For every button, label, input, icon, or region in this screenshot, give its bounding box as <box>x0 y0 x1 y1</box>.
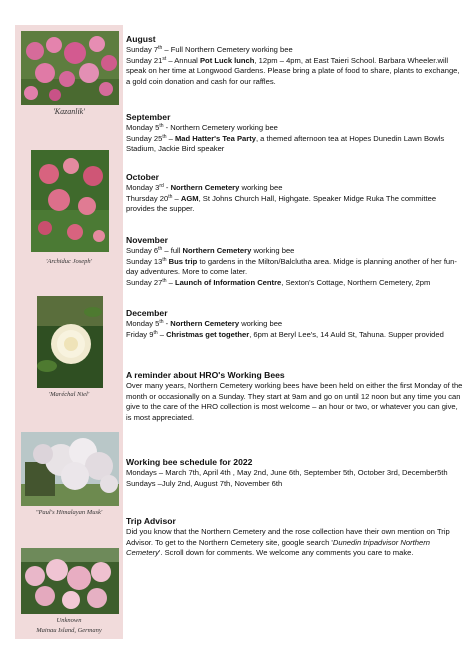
event-line: Sunday 13th Bus trip to gardens in the Milton/Balclutha area. Midge is planning another of her fun-day adventures. More to come later. <box>126 256 457 277</box>
reminder-text: Over many years, Northern Cemetery working bees have been held on either the first Monday of the month or occasionally on a Sunday. They start at 9am and go on until 12 noon but any time you can give to the care of the HRO collection is most welcome – an hour or two, or whatever you can give, is most appreciated. <box>126 381 463 423</box>
section-reminder <box>126 369 464 424</box>
schedule-mondays: Mondays – March 7th, April 4th , May 2nd, June 6th, September 5th, October 3rd, December5th <box>126 468 448 477</box>
heading-august: August <box>126 34 156 44</box>
caption-archiduc-joseph: 'Archiduc Joseph' <box>45 258 93 265</box>
section-september <box>126 111 464 155</box>
event-line: Thursday 20th – AGM, St Johns Church Hall, Highgate. Speaker Midge Ruka The committee provides the supper. <box>126 193 437 214</box>
event-line: Monday 3rd - Northern Cemetery working bee <box>126 183 283 192</box>
rose-photo-kazanlik <box>21 31 119 105</box>
rose-photo-pauls-himalayan-musk <box>21 432 119 506</box>
event-line: Sunday 25th – Mad Hatter's Tea Party, a themed afternoon tea at Hopes Dunedin Lawn Bowls Stadium, Jackie Bird speaker <box>126 133 445 154</box>
event-line: Monday 5th - Northern Cemetery working bee <box>126 123 278 132</box>
heading-november: November <box>126 235 169 245</box>
event-line: Sunday 27th – Launch of Information Centre, Sexton's Cottage, Northern Cemetery, 2pm <box>126 278 431 288</box>
caption-marechal-niel: 'Maréchal Niel' <box>48 391 90 398</box>
event-line: Friday 9th – Christmas get together, 6pm at Beryl Lee's, 14 Auld St, Tahuna. Supper provided <box>126 329 444 339</box>
caption-unknown: Unknown <box>56 617 82 624</box>
section-schedule <box>126 456 464 489</box>
rose-photo-unknown <box>21 548 119 614</box>
caption-location: Mainau Island, Germany <box>36 627 102 634</box>
section-december <box>126 307 464 340</box>
heading-october: October <box>126 172 159 182</box>
event-line: Sunday 6th – full Northern Cemetery working bee <box>126 246 295 255</box>
section-october <box>126 171 464 215</box>
section-august <box>126 33 464 88</box>
event-line: Monday 5th - Northern Cemetery working bee <box>126 319 283 328</box>
event-line: Sunday 21st – Annual Pot Luck lunch, 12pm – 4pm, at East Taieri School. Barbara Wheeler.will speak on her time at Longwood Gardens. Please bring a plate of food to share, plants to exchange, a gold coin donation and cash for our raffles. <box>126 55 460 87</box>
schedule-sundays: Sundays –July 2nd, August 7th, November 6th <box>126 478 283 488</box>
heading-reminder: A reminder about HRO's Working Bees <box>126 370 285 380</box>
trip-advisor-text: Did you know that the Northern Cemetery and the rose collection have their own mention on Trip Advisor. To get to the Northern Cemetery site, google search 'Dunedin tripadvisor Northern Cemetery'. Scroll down for comments. We welcome any comments you care to make. <box>126 527 450 558</box>
heading-trip-advisor: Trip Advisor <box>126 516 176 526</box>
section-november <box>126 234 464 289</box>
caption-pauls-himalayan-musk: "Paul's Himalayan Musk' <box>35 509 103 516</box>
heading-schedule: Working bee schedule for 2022 <box>126 457 253 467</box>
caption-kazanlik: 'Kazanlik' <box>53 107 85 116</box>
section-trip-advisor <box>126 515 464 559</box>
rose-photo-archiduc-joseph <box>31 150 109 252</box>
heading-september: September <box>126 112 171 122</box>
rose-photo-marechal-niel <box>37 296 103 388</box>
event-line: Sunday 7th – Full Northern Cemetery working bee <box>126 45 293 54</box>
heading-december: December <box>126 308 168 318</box>
